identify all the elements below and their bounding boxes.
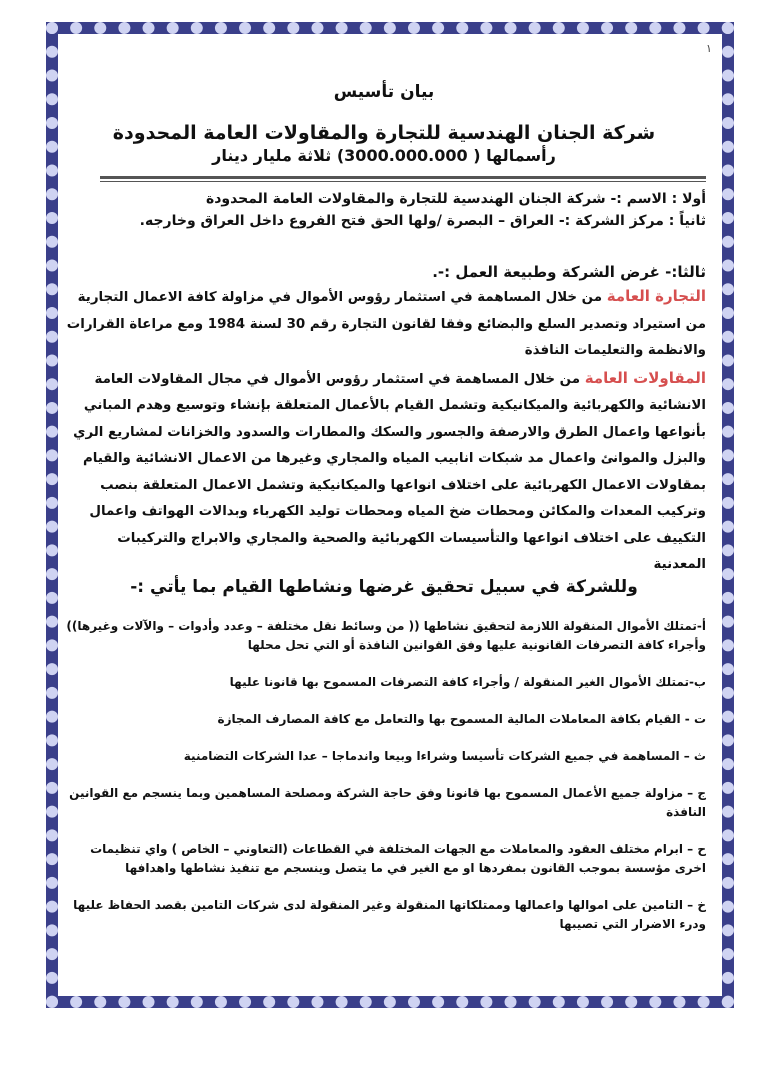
document-heading: بيان تأسيس: [333, 82, 435, 102]
trade-label: التجارة العامة: [606, 287, 706, 305]
list-item: ث – المساهمة في جميع الشركات تأسيسا وشراءا وبيعا واندماجا – عدا الشركات التضامنية: [183, 748, 706, 763]
purpose-title: ثالثا:- غرض الشركة وطبيعة العمل :-.: [432, 263, 706, 281]
document-body: [62, 40, 706, 952]
capital-line: رأسمالها ( 3000.000.000) ثلاثة مليار دينار: [212, 146, 556, 165]
list-item: أ-تمتلك الأموال المنقولة اللازمة لتحقيق نشاطها (( من وسائط نقل مختلفة – وعدد وأدوات – والآلات وغيرها)) وأجراء كافة التصرفات القانونية عليها وفق القوانين النافذة أو التي تحل محلها: [66, 618, 706, 652]
hq-line: ثانياً : مركز الشركة :- العراق – البصرة /ولها الحق فتح الفروع داخل العراق وخارجه.: [139, 213, 706, 229]
trade-text: من خلال المساهمة في استثمار رؤوس الأموال في مزاولة كافة الاعمال التجارية من استيراد وتصدير السلع والبضائع وفقا لقانون التجارة رقم 30 لسنة 1984 ومع مراعاة القرارات والانظمة والتعليمات النافذة: [66, 290, 706, 358]
contracting-text: من خلال المساهمة في استثمار رؤوس الأموال في مجال المقاولات العامة الانشائية والكهربائية والميكانيكية وتشمل القيام بالأعمال المتعلقة بإنشاء وتوسيع وهدم المباني بأنواعها واعمال الطرق والارصفة والجسور والسكك والمطارات والسدود والخزانات لمشاريع الري والبزل والموانئ واعمال مد شبكات انابيب المياه والمجاري وغيرها من الاعمال الانشائية والقيام بمقاولات الاعمال الكهربائية على اختلاف انواعها والميكانيكية وتشمل الاعمال المتعلقة بنصب وتركيب المعدات والمكائن ومحطات ضخ المياه ومحطات توليد الكهرباء وبدالات الهواتف واعمال التكييف على اختلاف انواعها والتأسيسات الكهربائية والصحية والمجاري والابراج والتركيبات المعدنية: [73, 371, 706, 572]
trade-paragraph: [62, 283, 706, 365]
means-title: وللشركة في سبيل تحقيق غرضها ونشاطها القيام بما يأتي :-: [130, 576, 638, 597]
means-list: [62, 617, 706, 934]
page-number: ١: [706, 42, 712, 55]
list-item: خ – التامين على اموالها واعمالها وممتلكاتها المنقولة وغير المنقولة لدى شركات التامين بقصد الحفاظ عليها ودرء الاضرار التي تصيبها: [73, 897, 706, 931]
list-item: ح – ابرام مختلف العقود والمعاملات مع الجهات المختلفة في القطاعات (التعاوني – الخاص ) واي تنظيمات اخرى مؤسسة بموجب القانون بمفردها او مع الغير في ما يتصل وينسجم مع تنفيذ نشاطها واهدافها: [90, 841, 706, 875]
company-name: شركة الجنان الهندسية للتجارة والمقاولات العامة المحدودة: [112, 122, 656, 144]
list-item: ج – مزاولة جميع الأعمال المسموح بها قانونا وفق حاجة الشركة ومصلحة المساهمين وبما ينسجم مع القوانين النافذة: [69, 785, 706, 819]
contracting-label: المقاولات العامة: [584, 368, 706, 387]
list-item: ب-تمتلك الأموال الغير المنقولة / وأجراء كافة التصرفات المسموح بها قانونا عليها: [229, 674, 706, 689]
contracting-paragraph: [62, 365, 706, 579]
name-line: أولا : الاسم :- شركة الجنان الهندسية للتجارة والمقاولات العامة المحدودة: [205, 191, 706, 207]
list-item: ت - القيام بكافة المعاملات المالية المسموح بها والتعامل مع كافة المصارف المجازة: [217, 711, 706, 726]
